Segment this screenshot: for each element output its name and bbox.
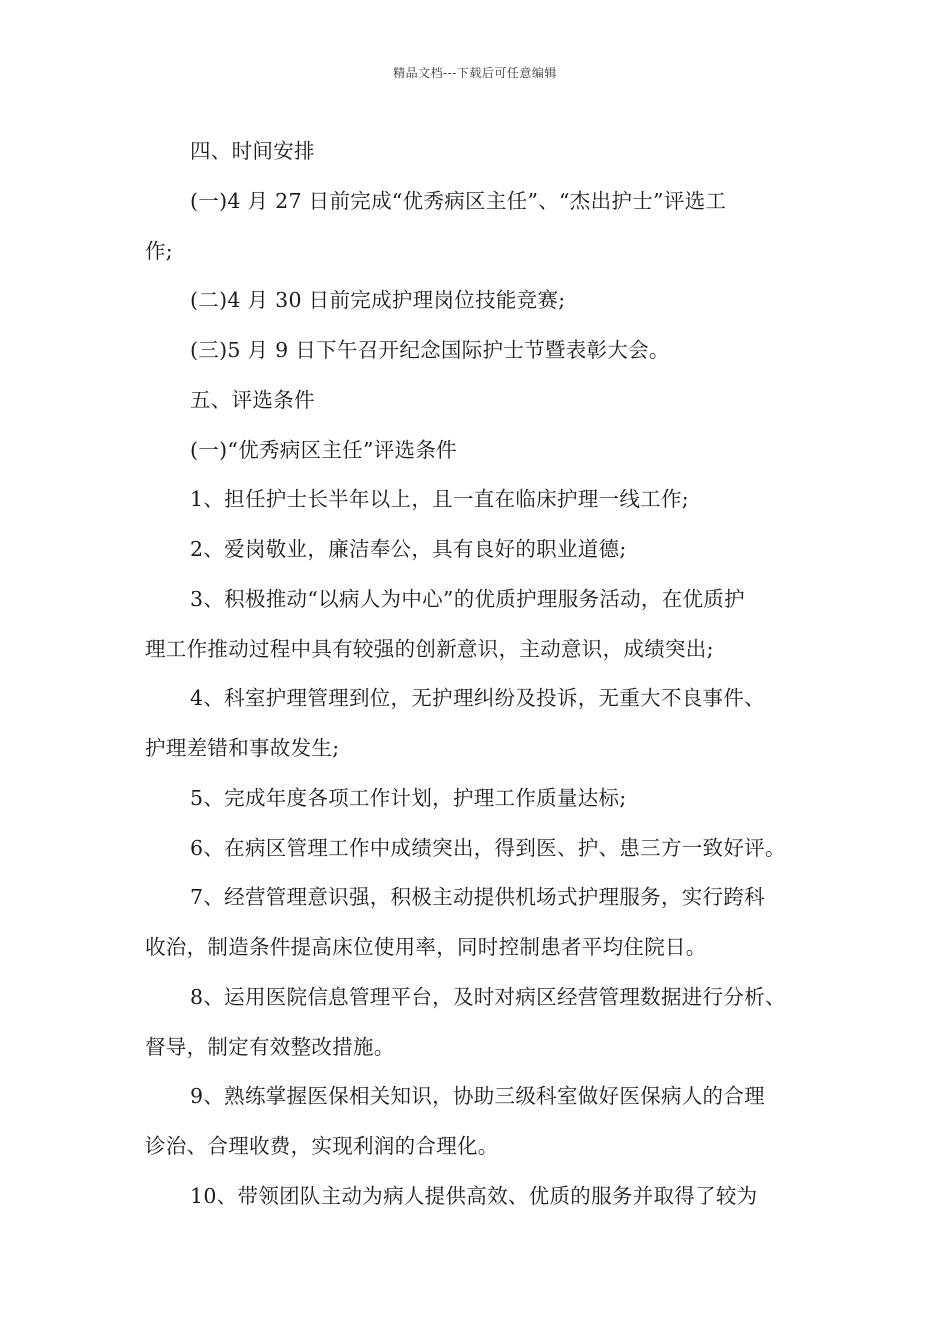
section-heading-schedule: 四、时间安排 xyxy=(190,139,315,163)
list-item-continuation: 护理差错和事故发生; xyxy=(145,736,340,760)
section-heading-criteria: 五、评选条件 xyxy=(190,388,315,412)
page-header: 精品文档---下载后可任意编辑 xyxy=(393,66,557,80)
list-item-continuation: 督导，制定有效整改措施。 xyxy=(145,1035,395,1059)
paragraph-line: (二)4 月 30 日前完成护理岗位技能竞赛; xyxy=(190,288,566,312)
list-item: 2、爱岗敬业，廉洁奉公，具有良好的职业道德; xyxy=(190,537,627,561)
list-item: 5、完成年度各项工作计划，护理工作质量达标; xyxy=(190,786,627,810)
subsection-heading: (一)“优秀病区主任”评选条件 xyxy=(190,438,457,462)
list-item-continuation: 收治，制造条件提高床位使用率，同时控制患者平均住院日。 xyxy=(145,935,707,959)
paragraph-line: 作; xyxy=(145,239,174,263)
list-item: 4、科室护理管理到位，无护理纠纷及投诉，无重大不良事件、 xyxy=(190,686,765,710)
paragraph-line: (一)4 月 27 日前完成“优秀病区主任”、“杰出护士”评选工 xyxy=(190,189,727,213)
list-item: 7、经营管理意识强，积极主动提供机场式护理服务，实行跨科 xyxy=(190,885,765,909)
list-item-continuation: 理工作推动过程中具有较强的创新意识，主动意识，成绩突出; xyxy=(145,637,714,661)
paragraph-line: (三)5 月 9 日下午召开纪念国际护士节暨表彰大会。 xyxy=(190,338,670,362)
list-item-continuation: 诊治、合理收费，实现利润的合理化。 xyxy=(145,1134,499,1158)
list-item: 8、运用医院信息管理平台，及时对病区经营管理数据进行分析、 xyxy=(190,985,786,1009)
list-item: 6、在病区管理工作中成绩突出，得到医、护、患三方一致好评。 xyxy=(190,836,786,860)
list-item: 10、带领团队主动为病人提供高效、优质的服务并取得了较为 xyxy=(190,1184,758,1208)
list-item: 9、熟练掌握医保相关知识，协助三级科室做好医保病人的合理 xyxy=(190,1084,765,1108)
list-item: 3、积极推动“以病人为中心”的优质护理服务活动，在优质护 xyxy=(190,587,745,611)
list-item: 1、担任护士长半年以上，且一直在临床护理一线工作; xyxy=(190,487,689,511)
